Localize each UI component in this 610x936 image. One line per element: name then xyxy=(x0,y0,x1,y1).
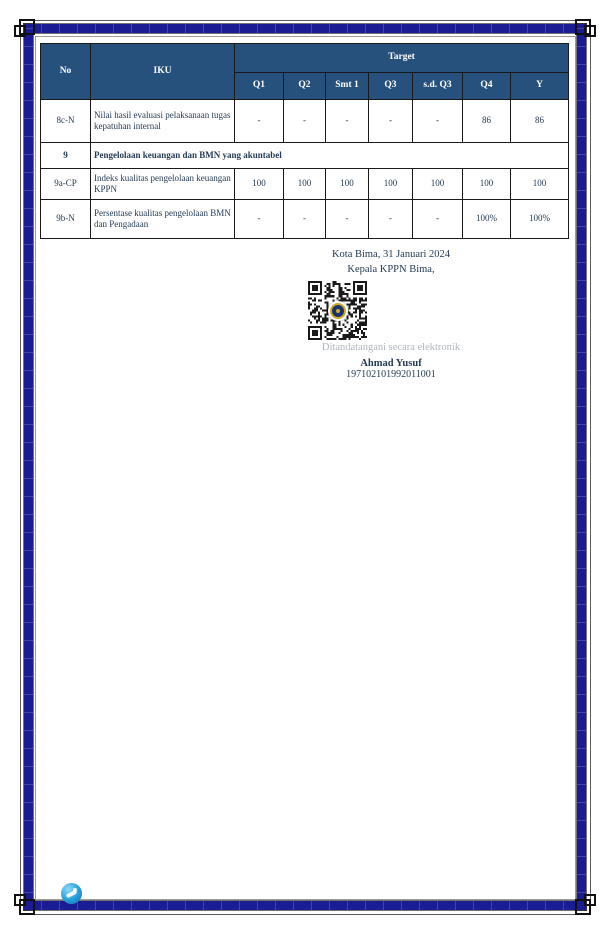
esign-note: Ditandatangani secara elektronik xyxy=(321,342,461,353)
border-band-right xyxy=(577,24,586,910)
cell-value: 100 xyxy=(284,169,326,200)
border-band-bottom xyxy=(24,901,586,910)
border-band-top xyxy=(24,24,586,33)
table-header-row xyxy=(41,44,569,73)
cell-value: 100% xyxy=(463,200,511,239)
cell-value: 86 xyxy=(511,100,569,143)
table-row xyxy=(41,100,569,143)
cell-value: - xyxy=(326,100,369,143)
cell-no: 8c-N xyxy=(41,100,91,143)
blue-globe-logo-icon xyxy=(61,883,82,904)
col-header-no: No xyxy=(41,44,91,100)
cell-value: - xyxy=(369,200,413,239)
cell-value: 86 xyxy=(463,100,511,143)
cell-no: 9 xyxy=(41,143,91,169)
border-corner-ornament xyxy=(584,894,596,906)
col-header-q3: Q3 xyxy=(369,73,413,100)
cell-value: - xyxy=(326,200,369,239)
col-header-q2: Q2 xyxy=(284,73,326,100)
table-row xyxy=(41,169,569,200)
signer-name: Ahmad Yusuf xyxy=(360,358,422,369)
cell-value: - xyxy=(369,100,413,143)
cell-value: - xyxy=(413,100,463,143)
col-header-target: Target xyxy=(235,44,569,73)
col-header-q4: Q4 xyxy=(463,73,511,100)
border-corner-ornament xyxy=(584,25,596,37)
cell-no: 9a-CP xyxy=(41,169,91,200)
performance-target-table xyxy=(40,43,569,239)
cell-iku: Persentase kualitas pengelolaan BMN dan Pengadaan xyxy=(91,200,235,239)
kemenkeu-emblem-icon xyxy=(328,301,348,321)
cell-value: 100 xyxy=(413,169,463,200)
cell-value: - xyxy=(284,200,326,239)
col-header-sdq3: s.d. Q3 xyxy=(413,73,463,100)
cell-iku: Nilai hasil evaluasi pelaksanaan tugas kepatuhan internal xyxy=(91,100,235,143)
border-band-left xyxy=(24,24,33,910)
col-header-smt1: Smt 1 xyxy=(326,73,369,100)
signature-title: Kepala KPPN Bima, xyxy=(347,264,435,275)
cell-value: - xyxy=(235,200,284,239)
table-section-row xyxy=(41,143,569,169)
cell-iku: Indeks kualitas pengelolaan keuangan KPPN xyxy=(91,169,235,200)
col-header-iku: IKU xyxy=(91,44,235,100)
cell-value: 100 xyxy=(235,169,284,200)
cell-value: 100 xyxy=(463,169,511,200)
cell-value: 100 xyxy=(511,169,569,200)
qr-code-icon xyxy=(308,281,367,340)
border-corner-ornament xyxy=(14,25,26,37)
cell-value: 100 xyxy=(369,169,413,200)
signer-nip: 197102101992011001 xyxy=(346,369,436,380)
col-header-q1: Q1 xyxy=(235,73,284,100)
cell-value: 100% xyxy=(511,200,569,239)
signature-place-date: Kota Bima, 31 Januari 2024 xyxy=(331,249,451,260)
signature-block xyxy=(300,249,482,380)
section-title: Pengelolaan keuangan dan BMN yang akuntabel xyxy=(91,143,569,169)
table-row xyxy=(41,200,569,239)
border-corner-ornament xyxy=(14,894,26,906)
cell-no: 9b-N xyxy=(41,200,91,239)
col-header-y: Y xyxy=(511,73,569,100)
cell-value: 100 xyxy=(326,169,369,200)
cell-value: - xyxy=(413,200,463,239)
cell-value: - xyxy=(235,100,284,143)
cell-value: - xyxy=(284,100,326,143)
